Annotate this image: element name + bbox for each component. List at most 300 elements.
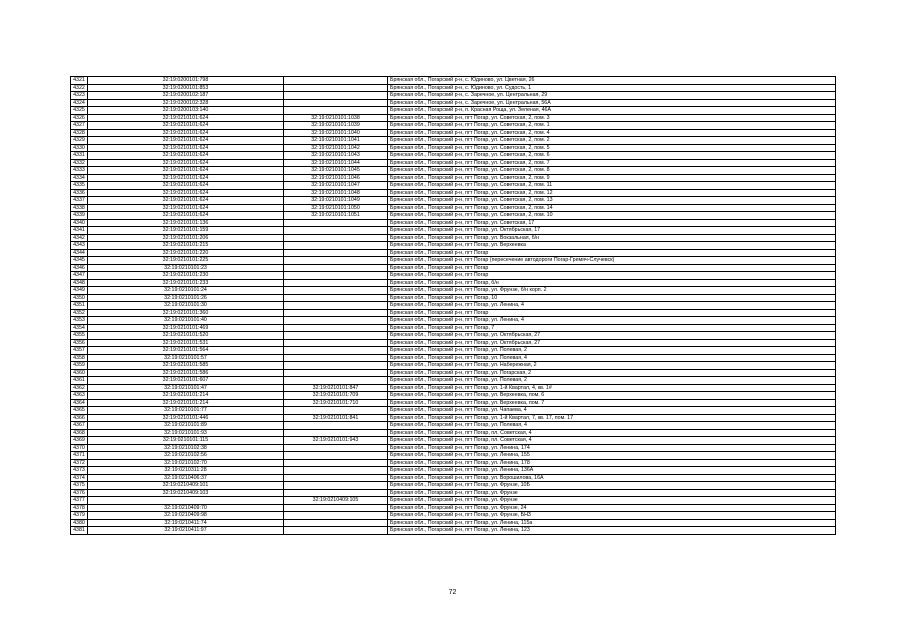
cadastral-number-cell: 32:19:0210409:70: [88, 504, 284, 512]
table-row: [71, 512, 836, 520]
address-cell: Брянская обл., Погарский р-н, пгт Погар: [388, 309, 836, 317]
address-cell: Брянская обл., Погарский р-н, пгт Погар, ул. Верхеевка, пом. 7: [388, 399, 836, 407]
table-row: [71, 467, 836, 475]
sub-cadastral-number-cell: [284, 467, 388, 475]
address-cell: Брянская обл., Погарский р-н, пгт Погар, ул. Ленина, 4: [388, 317, 836, 325]
table-row: [71, 474, 836, 482]
address-cell: Брянская обл., Погарский р-н, пгт Погар, ул. Полевая, 4: [388, 354, 836, 362]
row-number-cell: 4330: [71, 144, 88, 152]
row-number-cell: 4337: [71, 197, 88, 205]
sub-cadastral-number-cell: 32:19:0210101:1046: [284, 174, 388, 182]
table-row: [71, 309, 836, 317]
address-cell: Брянская обл., Погарский р-н, пгт Погар, ул. Ленина, 178: [388, 459, 836, 467]
address-cell: Брянская обл., Погарский р-н, пгт Погар, ул. Полевая, 2: [388, 347, 836, 355]
table-row: [71, 459, 836, 467]
table-row: [71, 362, 836, 370]
row-number-cell: 4356: [71, 339, 88, 347]
row-number-cell: 4329: [71, 137, 88, 145]
sub-cadastral-number-cell: [284, 227, 388, 235]
cadastral-number-cell: 32:19:0210101:624: [88, 204, 284, 212]
address-cell: Брянская обл., Погарский р-н, с. Юдиново, ул. Цветная, 26: [388, 77, 836, 85]
row-number-cell: 4332: [71, 159, 88, 167]
sub-cadastral-number-cell: 32:19:0210101:1038: [284, 114, 388, 122]
table-row: [71, 527, 836, 535]
row-number-cell: 4372: [71, 459, 88, 467]
row-number-cell: 4373: [71, 467, 88, 475]
cadastral-number-cell: 32:19:0210102:38: [88, 444, 284, 452]
cadastral-number-cell: 32:19:0210101:469: [88, 324, 284, 332]
sub-cadastral-number-cell: [284, 272, 388, 280]
cadastral-number-cell: 32:19:0210102:56: [88, 452, 284, 460]
table-row: [71, 287, 836, 295]
cadastral-number-cell: 32:19:0210101:23: [88, 264, 284, 272]
sub-cadastral-number-cell: [284, 339, 388, 347]
address-cell: Брянская обл., Погарский р-н, пгт Погар, ул. Фрунзе: [388, 489, 836, 497]
row-number-cell: 4321: [71, 77, 88, 85]
cadastral-number-cell: 32:19:0210411:97: [88, 527, 284, 535]
sub-cadastral-number-cell: [284, 264, 388, 272]
cadastral-number-cell: 32:19:0210409:98: [88, 512, 284, 520]
address-cell: Брянская обл., Погарский р-н, пгт Погар, ул. Советская, 2, пом. 14: [388, 204, 836, 212]
row-number-cell: 4368: [71, 429, 88, 437]
row-number-cell: 4325: [71, 107, 88, 115]
row-number-cell: 4322: [71, 84, 88, 92]
address-cell: Брянская обл., Погарский р-н, пгт Погар, 10: [388, 294, 836, 302]
table-row: [71, 504, 836, 512]
sub-cadastral-number-cell: 32:19:0210101:1047: [284, 182, 388, 190]
cadastral-number-cell: 32:19:0200103:140: [88, 107, 284, 115]
address-cell: Брянская обл., Погарский р-н, пгт Погар, ул. Набережная, 2: [388, 362, 836, 370]
table-row: [71, 264, 836, 272]
cadastral-number-cell: 32:19:0210101:520: [88, 332, 284, 340]
table-row: [71, 227, 836, 235]
address-cell: Брянская обл., Погарский р-н, пгт Погар, ул. Советская, 2, пом. 9: [388, 174, 836, 182]
cadastral-number-cell: 32:19:0210101:220: [88, 249, 284, 257]
row-number-cell: 4333: [71, 167, 88, 175]
address-cell: Брянская обл., Погарский р-н, пгт Погар, ул. Вокзальная, б/н: [388, 234, 836, 242]
address-cell: Брянская обл., Погарский р-н, пгт Погар: [388, 272, 836, 280]
table-row: [71, 219, 836, 227]
table-row: [71, 122, 836, 130]
cadastral-number-cell: 32:19:0210101:624: [88, 159, 284, 167]
sub-cadastral-number-cell: [284, 234, 388, 242]
page-number: 72: [448, 589, 457, 596]
sub-cadastral-number-cell: [284, 362, 388, 370]
table-row: [71, 257, 836, 265]
table-row: [71, 354, 836, 362]
cadastral-number-cell: 32:19:0210411:74: [88, 519, 284, 527]
sub-cadastral-number-cell: [284, 429, 388, 437]
cadastral-number-cell: 32:19:0210101:446: [88, 414, 284, 422]
cadastral-number-cell: 32:19:0210101:215: [88, 242, 284, 250]
sub-cadastral-number-cell: 32:19:0210101:847: [284, 384, 388, 392]
sub-cadastral-number-cell: [284, 309, 388, 317]
address-cell: Брянская обл., Погарский р-н, пгт Погар, б/н: [388, 279, 836, 287]
address-cell: Брянская обл., Погарский р-н, пгт Погар, пл. Советская, 4: [388, 437, 836, 445]
address-cell: Брянская обл., Погарский р-н, пгт Погар, ул. 1-й Квартал, 4, кв. 1#: [388, 384, 836, 392]
sub-cadastral-number-cell: [284, 482, 388, 490]
address-cell: Брянская обл., Погарский р-н, п. Красная Роща, ул. Зеленая, 46А: [388, 107, 836, 115]
row-number-cell: 4362: [71, 384, 88, 392]
table-row: [71, 159, 836, 167]
sub-cadastral-number-cell: [284, 519, 388, 527]
table-row: [71, 302, 836, 310]
cadastral-number-cell: 32:19:0210101:360: [88, 309, 284, 317]
address-cell: Брянская обл., Погарский р-н, пгт Погар, ул. Чапаева, 4: [388, 407, 836, 415]
cadastral-number-cell: 32:19:0200102:328: [88, 99, 284, 107]
address-cell: Брянская обл., Погарский р-н, пгт Погар, ул. Фрунзе, б/н корп. 2: [388, 287, 836, 295]
sub-cadastral-number-cell: 32:19:0210101:943: [284, 437, 388, 445]
address-cell: Брянская обл., Погарский р-н, пгт Погар: [388, 249, 836, 257]
row-number-cell: 4346: [71, 264, 88, 272]
sub-cadastral-number-cell: [284, 77, 388, 85]
address-cell: Брянская обл., Погарский р-н, пгт Погар, ул. Октябрьская, 17: [388, 227, 836, 235]
cadastral-number-cell: 32:19:0210101:57: [88, 354, 284, 362]
row-number-cell: 4348: [71, 279, 88, 287]
sub-cadastral-number-cell: [284, 407, 388, 415]
sub-cadastral-number-cell: [284, 369, 388, 377]
cadastral-number-cell: [88, 497, 284, 505]
sub-cadastral-number-cell: [284, 324, 388, 332]
row-number-cell: 4324: [71, 99, 88, 107]
sub-cadastral-number-cell: [284, 489, 388, 497]
cadastral-number-cell: 32:19:0210101:136: [88, 219, 284, 227]
table-row: [71, 482, 836, 490]
cadastral-number-cell: 32:19:0210102:70: [88, 459, 284, 467]
table-row: [71, 399, 836, 407]
table-row: [71, 197, 836, 205]
cadastral-number-cell: 32:19:0210101:624: [88, 182, 284, 190]
sub-cadastral-number-cell: [284, 257, 388, 265]
cadastral-number-cell: 32:19:0210101:233: [88, 279, 284, 287]
address-cell: Брянская обл., Погарский р-н, пгт Погар, ул. Советская, 2, пом. 13: [388, 197, 836, 205]
row-number-cell: 4358: [71, 354, 88, 362]
sub-cadastral-number-cell: [284, 84, 388, 92]
sub-cadastral-number-cell: [284, 504, 388, 512]
table-row: [71, 489, 836, 497]
table-row: [71, 377, 836, 385]
cadastral-number-cell: 32:19:0210101:115: [88, 437, 284, 445]
sub-cadastral-number-cell: 32:19:0210101:1041: [284, 137, 388, 145]
row-number-cell: 4355: [71, 332, 88, 340]
sub-cadastral-number-cell: [284, 92, 388, 100]
row-number-cell: 4331: [71, 152, 88, 160]
cadastral-number-cell: 32:19:0210101:159: [88, 227, 284, 235]
row-number-cell: 4360: [71, 369, 88, 377]
cadastral-number-cell: 32:19:0210101:624: [88, 129, 284, 137]
sub-cadastral-number-cell: 32:19:0210101:1050: [284, 204, 388, 212]
cadastral-number-cell: 32:19:0200101:853: [88, 84, 284, 92]
row-number-cell: 4327: [71, 122, 88, 130]
sub-cadastral-number-cell: 32:19:0210101:1045: [284, 167, 388, 175]
address-cell: Брянская обл., Погарский р-н, пгт Погар: [388, 264, 836, 272]
sub-cadastral-number-cell: [284, 317, 388, 325]
table-row: [71, 437, 836, 445]
cadastral-number-cell: 32:19:0210409:103: [88, 489, 284, 497]
address-cell: Брянская обл., Погарский р-н, пгт Погар, ул. Советская, 2, пом. 10: [388, 212, 836, 220]
address-cell: Брянская обл., Погарский р-н, пгт Погар, ул. 1-й Квартал, 7, кв. 17, пом. 17: [388, 414, 836, 422]
row-number-cell: 4375: [71, 482, 88, 490]
table-row: [71, 384, 836, 392]
address-cell: Брянская обл., Погарский р-н, пгт Погар, ул. Советская, 2, пом. 11: [388, 182, 836, 190]
row-number-cell: 4353: [71, 317, 88, 325]
row-number-cell: 4381: [71, 527, 88, 535]
sub-cadastral-number-cell: [284, 452, 388, 460]
cadastral-number-cell: 32:19:0210101:585: [88, 362, 284, 370]
address-cell: Брянская обл., Погарский р-н, пгт Погар, ул. Ленина, 115а: [388, 519, 836, 527]
sub-cadastral-number-cell: 32:19:0210101:1044: [284, 159, 388, 167]
row-number-cell: 4377: [71, 497, 88, 505]
address-cell: Брянская обл., Погарский р-н, пгт Погар, пл. Советская, 4: [388, 429, 836, 437]
sub-cadastral-number-cell: [284, 444, 388, 452]
sub-cadastral-number-cell: 32:19:0210101:1051: [284, 212, 388, 220]
row-number-cell: 4370: [71, 444, 88, 452]
sub-cadastral-number-cell: 32:19:0210101:710: [284, 399, 388, 407]
sub-cadastral-number-cell: [284, 302, 388, 310]
sub-cadastral-number-cell: [284, 459, 388, 467]
sub-cadastral-number-cell: [284, 347, 388, 355]
row-number-cell: 4344: [71, 249, 88, 257]
table-row: [71, 272, 836, 280]
sub-cadastral-number-cell: [284, 332, 388, 340]
sub-cadastral-number-cell: [284, 474, 388, 482]
row-number-cell: 4342: [71, 234, 88, 242]
address-cell: Брянская обл., Погарский р-н, пгт Погар, 7: [388, 324, 836, 332]
address-cell: Брянская обл., Погарский р-н, пгт Погар, ул. Советская, 17: [388, 219, 836, 227]
row-number-cell: 4340: [71, 219, 88, 227]
table-row: [71, 114, 836, 122]
row-number-cell: 4371: [71, 452, 88, 460]
cadastral-number-cell: 32:19:0200102:187: [88, 92, 284, 100]
cadastral-number-cell: 32:19:0210101:214: [88, 399, 284, 407]
table-row: [71, 152, 836, 160]
row-number-cell: 4328: [71, 129, 88, 137]
address-cell: Брянская обл., Погарский р-н, пгт Погар, ул. Погарская, 2: [388, 369, 836, 377]
cadastral-number-cell: 32:19:0210101:624: [88, 114, 284, 122]
table-row: [71, 369, 836, 377]
table-row: [71, 444, 836, 452]
sub-cadastral-number-cell: 32:19:0210101:1040: [284, 129, 388, 137]
table-row: [71, 414, 836, 422]
table-row: [71, 84, 836, 92]
table-row: [71, 174, 836, 182]
table-row: [71, 182, 836, 190]
cadastral-number-cell: 32:19:0200101:798: [88, 77, 284, 85]
address-cell: Брянская обл., Погарский р-н, с. Юдиново, ул. Судость, 1: [388, 84, 836, 92]
address-cell: Брянская обл., Погарский р-н, пгт Погар, ул. Советская, 2, пом. 7: [388, 159, 836, 167]
cadastral-number-cell: 32:19:0210101:624: [88, 197, 284, 205]
address-cell: Брянская обл., Погарский р-н, с. Заречное, ул. Центральная, 56А: [388, 99, 836, 107]
cadastral-number-cell: 32:19:0210101:607: [88, 377, 284, 385]
address-cell: Брянская обл., Погарский р-н, пгт Погар, ул. Фрунзе, 10Б: [388, 482, 836, 490]
property-registry-table: [70, 76, 836, 535]
table-row: [71, 279, 836, 287]
row-number-cell: 4357: [71, 347, 88, 355]
cadastral-number-cell: 32:19:0210101:624: [88, 174, 284, 182]
address-cell: Брянская обл., Погарский р-н, пгт Погар, ул. Ленина, 4: [388, 302, 836, 310]
table-row: [71, 392, 836, 400]
sub-cadastral-number-cell: 32:19:0210101:1048: [284, 189, 388, 197]
address-cell: Брянская обл., Погарский р-н, пгт Погар, ул. Советская, 2, пом. 2: [388, 137, 836, 145]
cadastral-number-cell: 32:19:0210101:40: [88, 317, 284, 325]
cadastral-number-cell: 32:19:0210406:37: [88, 474, 284, 482]
sub-cadastral-number-cell: 32:19:0210101:1043: [284, 152, 388, 160]
cadastral-number-cell: 32:19:0210101:624: [88, 152, 284, 160]
address-cell: Брянская обл., Погарский р-н, пгт Погар, ул. Верхеевка: [388, 242, 836, 250]
cadastral-number-cell: 32:19:0210311:28: [88, 467, 284, 475]
table-row: [71, 77, 836, 85]
row-number-cell: 4349: [71, 287, 88, 295]
row-number-cell: 4365: [71, 407, 88, 415]
table-row: [71, 324, 836, 332]
sub-cadastral-number-cell: 32:19:0210101:1039: [284, 122, 388, 130]
address-cell: Брянская обл., Погарский р-н, пгт Погар, ул. Советская, 2, пом. 8: [388, 167, 836, 175]
cadastral-number-cell: 32:19:0210101:586: [88, 369, 284, 377]
table-row: [71, 332, 836, 340]
sub-cadastral-number-cell: [284, 99, 388, 107]
sub-cadastral-number-cell: [284, 279, 388, 287]
cadastral-number-cell: 32:19:0210101:206: [88, 234, 284, 242]
row-number-cell: 4347: [71, 272, 88, 280]
table-row: [71, 317, 836, 325]
cadastral-number-cell: 32:19:0210101:624: [88, 144, 284, 152]
row-number-cell: 4326: [71, 114, 88, 122]
table-row: [71, 519, 836, 527]
sub-cadastral-number-cell: [284, 107, 388, 115]
address-cell: Брянская обл., Погарский р-н, пгт Погар, ул. Верхеевка, пом. 6: [388, 392, 836, 400]
sub-cadastral-number-cell: [284, 242, 388, 250]
address-cell: Брянская обл., Погарский р-н, пгт Погар, ул. Октябрьская, 27: [388, 339, 836, 347]
row-number-cell: 4343: [71, 242, 88, 250]
cadastral-number-cell: 32:19:0210101:624: [88, 167, 284, 175]
sub-cadastral-number-cell: 32:19:0210101:1042: [284, 144, 388, 152]
sub-cadastral-number-cell: [284, 422, 388, 430]
row-number-cell: 4379: [71, 512, 88, 520]
sub-cadastral-number-cell: [284, 354, 388, 362]
row-number-cell: 4364: [71, 399, 88, 407]
address-cell: Брянская обл., Погарский р-н, пгт Погар, ул. Фрунзе, БН3: [388, 512, 836, 520]
address-cell: Брянская обл., Погарский р-н, пгт Погар, ул. Ленина, 174: [388, 444, 836, 452]
table-row: [71, 347, 836, 355]
table-row: [71, 249, 836, 257]
row-number-cell: 4374: [71, 474, 88, 482]
address-cell: Брянская обл., Погарский р-н, пгт Погар, ул. Фрунзе, 24: [388, 504, 836, 512]
sub-cadastral-number-cell: [284, 377, 388, 385]
cadastral-number-cell: 32:19:0210101:624: [88, 137, 284, 145]
row-number-cell: 4350: [71, 294, 88, 302]
table-row: [71, 242, 836, 250]
sub-cadastral-number-cell: 32:19:0210409:105: [284, 497, 388, 505]
table-row: [71, 137, 836, 145]
address-cell: Брянская обл., Погарский р-н, пгт Погар, ул. Советская, 2, пом. 6: [388, 152, 836, 160]
cadastral-number-cell: 32:19:0210101:24: [88, 287, 284, 295]
cadastral-number-cell: 32:19:0210101:531: [88, 339, 284, 347]
address-cell: Брянская обл., Погарский р-н, пгт Погар, ул. Советская, 2, пом. 5: [388, 144, 836, 152]
row-number-cell: 4352: [71, 309, 88, 317]
table-row: [71, 189, 836, 197]
row-number-cell: 4338: [71, 204, 88, 212]
table-row: [71, 92, 836, 100]
sub-cadastral-number-cell: [284, 219, 388, 227]
sub-cadastral-number-cell: [284, 294, 388, 302]
row-number-cell: 4335: [71, 182, 88, 190]
table-row: [71, 339, 836, 347]
sub-cadastral-number-cell: 32:19:0210101:1049: [284, 197, 388, 205]
row-number-cell: 4339: [71, 212, 88, 220]
row-number-cell: 4366: [71, 414, 88, 422]
sub-cadastral-number-cell: [284, 527, 388, 535]
table-row: [71, 452, 836, 460]
sub-cadastral-number-cell: [284, 249, 388, 257]
table-row: [71, 107, 836, 115]
row-number-cell: 4359: [71, 362, 88, 370]
cadastral-number-cell: 32:19:0210101:564: [88, 347, 284, 355]
sub-cadastral-number-cell: [284, 287, 388, 295]
row-number-cell: 4341: [71, 227, 88, 235]
cadastral-number-cell: 32:19:0210101:225: [88, 257, 284, 265]
cadastral-number-cell: 32:19:0210101:214: [88, 392, 284, 400]
table-row: [71, 294, 836, 302]
address-cell: Брянская обл., Погарский р-н, с. Заречное, ул. Центральная, 29: [388, 92, 836, 100]
row-number-cell: 4323: [71, 92, 88, 100]
row-number-cell: 4380: [71, 519, 88, 527]
address-cell: Брянская обл., Погарский р-н, пгт Погар, ул. Фрунзе: [388, 497, 836, 505]
cadastral-number-cell: 32:19:0210101:89: [88, 422, 284, 430]
row-number-cell: 4361: [71, 377, 88, 385]
address-cell: Брянская обл., Погарский р-н, пгт Погар, ул. Полевая, 2: [388, 377, 836, 385]
sub-cadastral-number-cell: [284, 512, 388, 520]
row-number-cell: 4336: [71, 189, 88, 197]
row-number-cell: 4367: [71, 422, 88, 430]
address-cell: Брянская обл., Погарский р-н, пгт Погар (пересечение автодороги Погар-Гремяч-Случевск): [388, 257, 836, 265]
table-row: [71, 129, 836, 137]
row-number-cell: 4363: [71, 392, 88, 400]
table-row: [71, 99, 836, 107]
table-body: [71, 77, 836, 535]
address-cell: Брянская обл., Погарский р-н, пгт Погар, ул. Советская, 2, пом. 12: [388, 189, 836, 197]
row-number-cell: 4378: [71, 504, 88, 512]
table-row: [71, 167, 836, 175]
table-row: [71, 212, 836, 220]
table-row: [71, 234, 836, 242]
address-cell: Брянская обл., Погарский р-н, пгт Погар, ул. Ленина, 123: [388, 527, 836, 535]
table-row: [71, 497, 836, 505]
cadastral-number-cell: 32:19:0210101:77: [88, 407, 284, 415]
address-cell: Брянская обл., Погарский р-н, пгт Погар, ул. Ленина, 155: [388, 452, 836, 460]
cadastral-number-cell: 32:19:0210101:47: [88, 384, 284, 392]
table-row: [71, 422, 836, 430]
cadastral-number-cell: 32:19:0210101:93: [88, 429, 284, 437]
row-number-cell: 4369: [71, 437, 88, 445]
address-cell: Брянская обл., Погарский р-н, пгт Погар, ул. Советская, 2, пом. 4: [388, 129, 836, 137]
cadastral-number-cell: 32:19:0210101:624: [88, 122, 284, 130]
address-cell: Брянская обл., Погарский р-н, пгт Погар, ул. Ворошилова, 16А: [388, 474, 836, 482]
cadastral-number-cell: 32:19:0210101:230: [88, 272, 284, 280]
row-number-cell: 4354: [71, 324, 88, 332]
row-number-cell: 4351: [71, 302, 88, 310]
address-cell: Брянская обл., Погарский р-н, пгт Погар, ул. Советская, 2, пом. 1: [388, 122, 836, 130]
cadastral-number-cell: 32:19:0210409:101: [88, 482, 284, 490]
row-number-cell: 4334: [71, 174, 88, 182]
cadastral-number-cell: 32:19:0210101:30: [88, 302, 284, 310]
row-number-cell: 4345: [71, 257, 88, 265]
address-cell: Брянская обл., Погарский р-н, пгт Погар, ул. Октябрьская, 27: [388, 332, 836, 340]
cadastral-number-cell: 32:19:0210101:624: [88, 189, 284, 197]
sub-cadastral-number-cell: 32:19:0210101:841: [284, 414, 388, 422]
sub-cadastral-number-cell: 32:19:0210101:709: [284, 392, 388, 400]
table-row: [71, 144, 836, 152]
address-cell: Брянская обл., Погарский р-н, пгт Погар, ул. Ленина, 136А: [388, 467, 836, 475]
